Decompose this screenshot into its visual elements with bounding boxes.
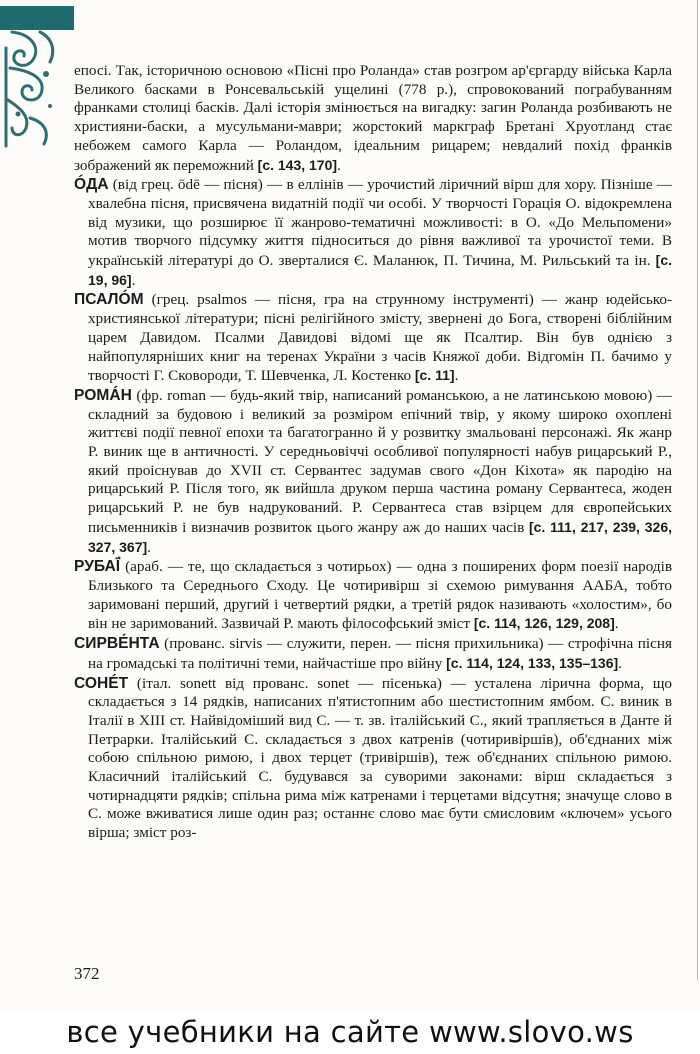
page-number: 372: [74, 964, 100, 983]
entry-definition: (фр. roman — будь-який твір, написаний романською, а не латинською мовою) — складний за будовою і великий за розміром епічний твір, у якому широко охоплені життєві події певної епохи та багатогранно й у розвитку змальовані персонажі. Як жанр Р. виник ще в античності. У середньовіччі особливої популярності набув рицарський Р., який проіснував до XVII ст. Сервантес задумав свого «Дон Кіхота» як пародію на рицарський Р. Після того, як вийшла друком перша частина роману Сервантеса, жоден рицарський Р. не був надрукований. Р. Сервантеса став взірцем для європейських письменників і визначив розвиток цього жанру аж до наших часів: [88, 386, 672, 536]
entry-headword: ÓДА: [74, 176, 109, 194]
page-edge-rule: [697, 0, 698, 980]
entry-definition: (прованс. sirvis — служити, перен. — пісня прихильника) — строфічна пісня на громадські та політичні теми, найчастіше про війну: [88, 635, 673, 672]
entry-reference: [с. 11]: [414, 367, 455, 384]
entry-continuation: епосі. Так, історичною основою «Пісні про Роланда» став розгром ар'єргарду війська Карла Великого басками в Ронсевальській ущелині (778 р.), спровокований пограбуванням франками столиці басків. Далі історія змінюється на вигадку: загин Роланда розбивають не християни-баски, а мусульмани-маври; жорстокий маркграф Бретані Хруотланд стає небожем самого Карла — Роландом, ідеальним рицарем; невдалий похід франків зображений як переможний [с. 143, 170].: [74, 62, 672, 174]
entry-rubai: РУБАЇ́ (араб. — те, що складається з чотирьох) — одна з поширених форм поезії народів Близького та Середнього Сходу. Це чотиривірш зі схемою римування ААБА, тобто заримовані перший, другий і четвертий рядки, а третій рядок називають «холостим», бо він не заримований. Зазвичай Р. мають філософський зміст [с. 114, 126, 129, 208].: [74, 558, 672, 633]
entry-definition: (італ. sonett від прованс. sonet — пісенька) — усталена лірична форма, що складається з 14 рядків, написаних п'ятистопним або шестистопним ямбом. С. виник в Італії в XIII ст. Найвідоміший вид С. — т. зв. італійський С., який трапляється в Данте й Петрарки. Італійський С. складається з двох катренів (чотиривіршів), об'єднаних між собою спільною римою, і двох терцет (тривіршів), теж об'єднаних спільною римою. Класичний італійський С. будувався за суворими законами: вірш складається з чотирнадцяти рядків; спільна рима між катренами і терцетами відсутня; значуще слово в С. може вживатися лише один раз; останнє слово має бути смисловим «ключем» усього вірша; зміст роз-: [88, 674, 672, 842]
entry-definition: (від грец. ōdē — пісня) — в еллінів — урочистий ліричний вірш для хору. Пізніше — хвалебна пісня, присвячена видатній події чи особі. У творчості Горація О. відокремлена від музики, що розширює її жанрово-тематичні можливості: в О. «До Мельпомени» мотив творчого підсумку життя підноситься до рівня важливої та урочистої теми. В українській літературі до О. зверталися Є. Маланюк, П. Тичина, М. Рильський та ін.: [88, 176, 672, 270]
entry-headword: РОМÁН: [74, 386, 132, 404]
entry-psalom: ПСАЛÓМ (грец. psalmos — пісня, гра на струнному інструменті) — жанр юдейсько-християнської літератури; пісні релігійного змісту, звернені до Бога, створені біблійним царем Давидом. Псалми Давидові відомі ще як Псалтир. Він був однією з найпопулярніших книг на теренах України з часів Княжої доби. Відгомін П. бачимо у творчості Г. Сковороди, Т. Шевченка, Л. Костенко [с. 11].: [74, 291, 672, 385]
entry-headword: РУБАЇ́: [74, 558, 121, 576]
entry-sonet: [74, 675, 672, 843]
entry-headword: ПСАЛÓМ: [74, 291, 144, 309]
entry-headword: СИРВЕ́НТА: [74, 635, 160, 653]
entry-definition: (араб. — те, що складається з чотирьох) — одна з поширених форм поезії народів Близького та Середнього Сходу. Це чотиривірш зі схемою римування ААБА, тобто заримовані перший, другий і четвертий рядки, а третій рядок називають «холостим», бо він не заримований. Зазвичай Р. мають філософський зміст: [88, 558, 672, 633]
entry-definition: (грец. psalmos — пісня, гра на струнному інструменті) — жанр юдейсько-християнської літератури; пісні релігійного змісту, звернені до Бога, створені біблійним царем Давидом. Псалми Давидові відомі ще як Псалтир. Він був однією з найпопулярніших книг на теренах України з часів Княжої доби. Відгомін П. бачимо у творчості Г. Сковороди, Т. Шевченка, Л. Костенко: [88, 291, 672, 385]
decorative-ornament-icon: [0, 28, 62, 152]
entry-roman: РОМÁН (фр. roman — будь-який твір, написаний романською, а не латинською мовою) — складний за будовою і великий за розміром епічний твір, у якому широко охоплені життєві події певної епохи та багатогранно й у розвитку змальовані персонажі. Як жанр Р. виник ще в античності. У середньовіччі особливої популярності набув рицарський Р., який проіснував до XVII ст. Сервантес задумав свого «Дон Кіхота» як пародію на рицарський Р. Після того, як вийшла друком перша частина роману Сервантеса, жоден рицарський Р. не був надрукований. Р. Сервантеса став взірцем для європейських письменників і визначив розвиток цього жанру аж до наших часів [с. 111, 217, 239, 326, 327, 367].: [74, 386, 672, 556]
entry-sirventa: СИРВЕ́НТА (прованс. sirvis — служити, перен. — пісня прихильника) — строфічна пісня на громадські та політичні теми, найчастіше про війну [с. 114, 124, 133, 135–136].: [74, 635, 673, 672]
entry-reference: [с. 111, 217, 239, 326, 327, 367]: [88, 518, 672, 555]
intro-text: епосі. Так, історичною основою «Пісні про Роланда» став розгром ар'єргарду війська Карла Великого басками в Ронсевальській ущелині (778 р.), спровокований пограбуванням франками столиці басків. Далі історія змінюється на вигадку: загин Роланда розбивають не християни-баски, а мусульмани-маври; жорстокий маркграф Бретані Хруотланд стає небожем самого Карла — Роландом, ідеальним рицарем; невдалий похід франків зображений як переможний: [74, 62, 672, 174]
intro-reference: [с. 143, 170]: [257, 156, 338, 173]
entry-reference: [с. 19, 96]: [88, 252, 672, 288]
dictionary-text: [74, 62, 672, 844]
page-tab: [0, 6, 74, 30]
footer-watermark-text: все учебники на сайте www.slovo.ws: [0, 1010, 700, 1054]
entry-headword: СОНÉТ: [74, 674, 129, 692]
entry-reference: [с. 114, 124, 133, 135–136]: [446, 654, 619, 671]
entry-reference: [с. 114, 126, 129, 208]: [473, 615, 615, 632]
entry-oda: ÓДА (від грец. ōdē — пісня) — в еллінів — урочистий ліричний вірш для хору. Пізніше — хвалебна пісня, присвячена видатній події чи особі. У творчості Горація О. відокремлена від музики, що розширює її жанрово-тематичні можливості: в О. «До Мельпомени» мотив творчого підсумку життя підноситься до рівня важливої та урочистої теми. В українській літературі до О. зверталися Є. Маланюк, П. Тичина, М. Рильський та ін. [с. 19, 96].: [74, 176, 672, 289]
